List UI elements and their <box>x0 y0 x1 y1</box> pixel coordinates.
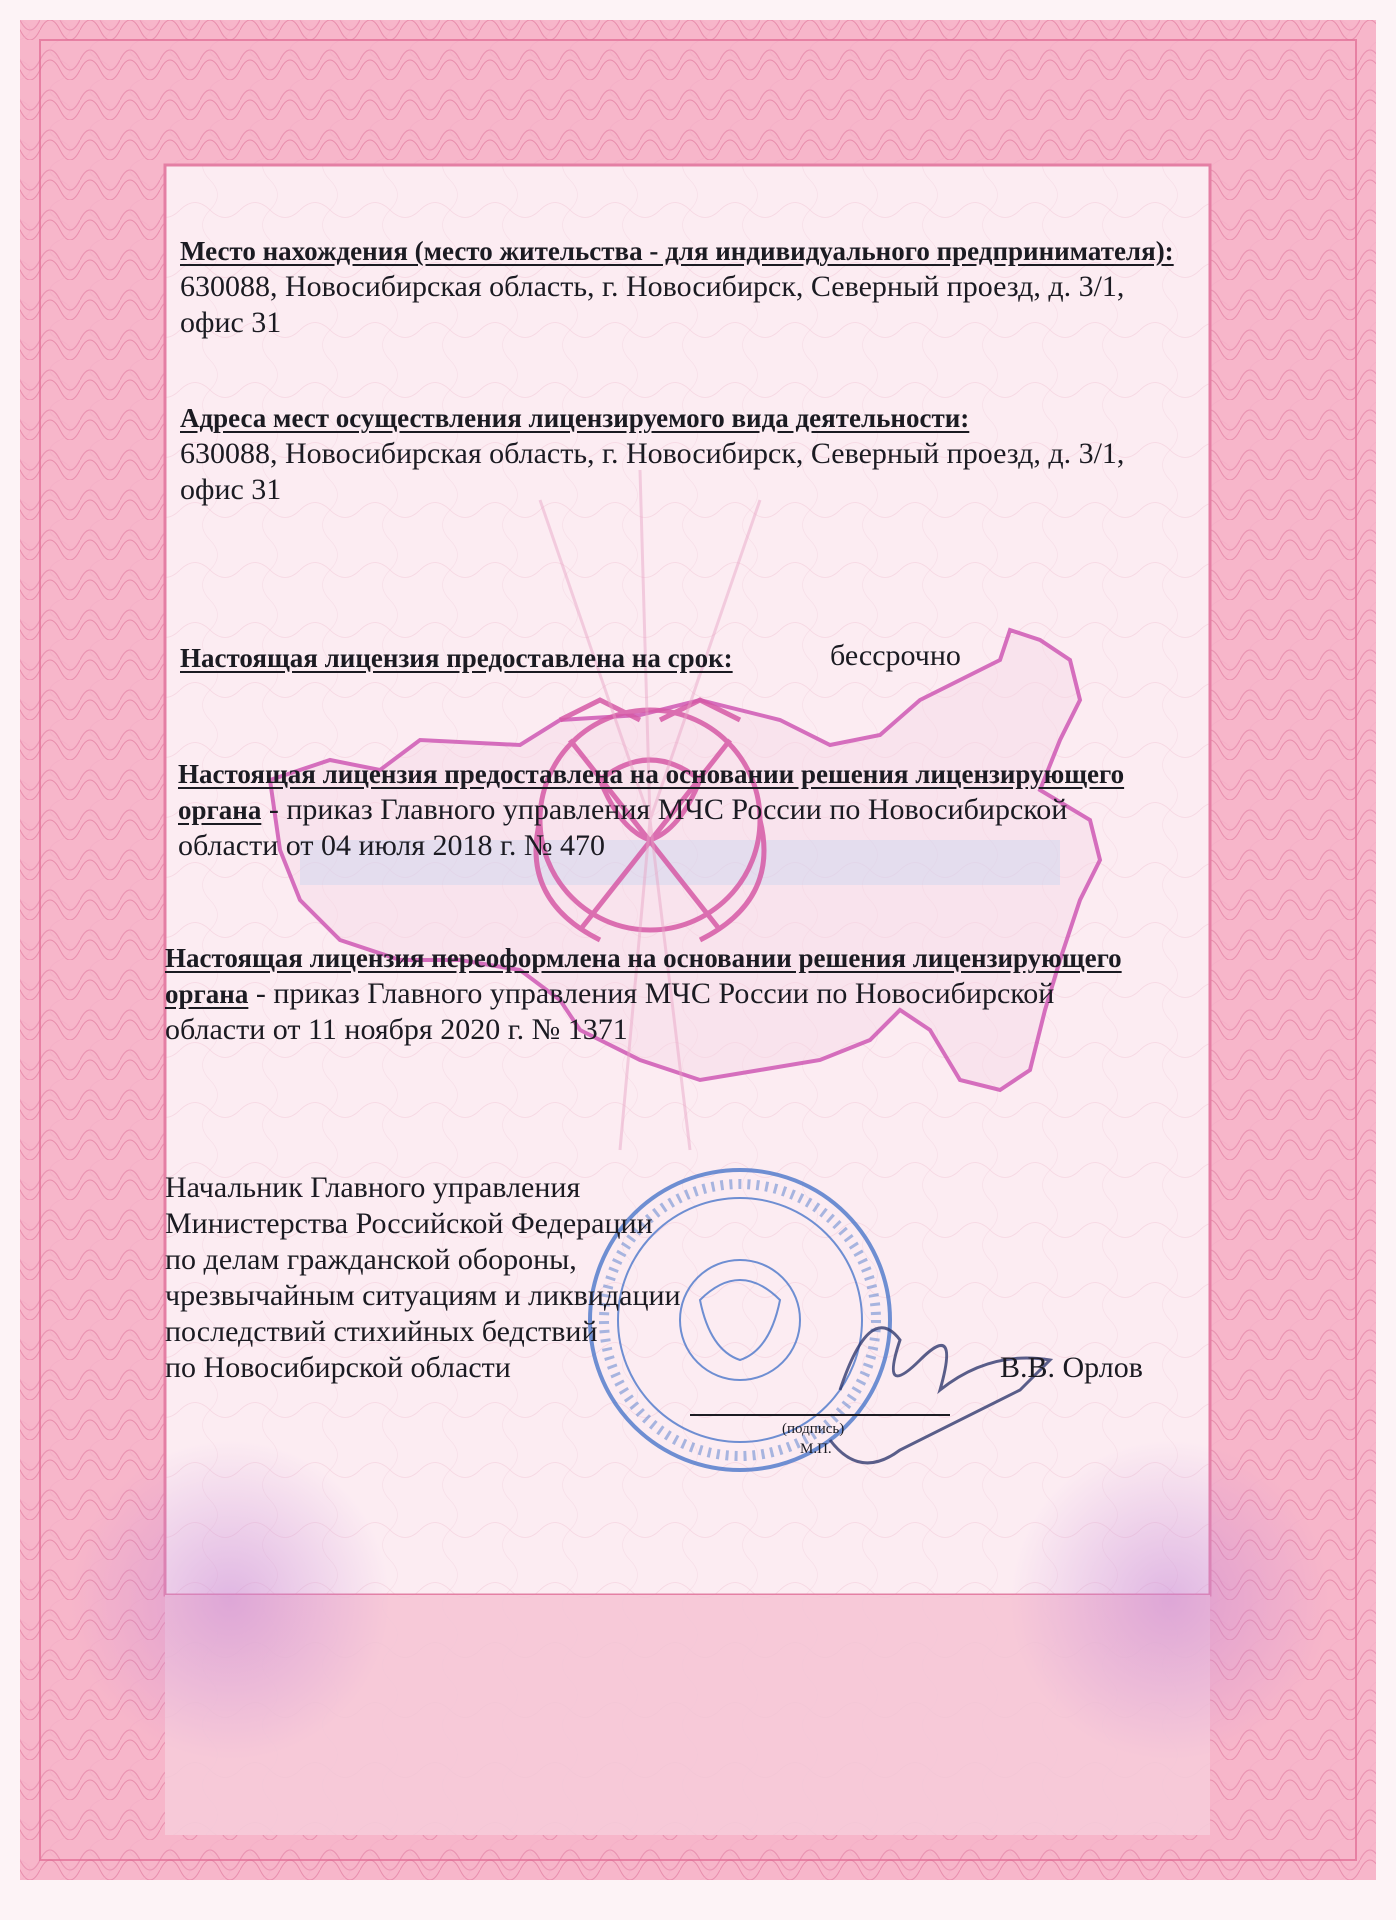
address-line-1: 630088, Новосибирская область, г. Новосибирск, Северный проезд, д. 3/1, <box>180 270 1125 303</box>
reissued-heading-2: органа <box>165 979 249 1009</box>
granted-order-text: - приказ Главного управления МЧС России по Новосибирской <box>261 793 1068 826</box>
signatory-line-1: Начальник Главного управления <box>165 1171 581 1204</box>
reissued-heading: Настоящая лицензия переоформлена на основании решения лицензирующего <box>165 943 1122 973</box>
granted-heading-2: органа <box>178 795 262 825</box>
reissued-order-text: - приказ Главного управления МЧС России по Новосибирской <box>248 977 1055 1010</box>
signatory-block <box>165 1170 765 1386</box>
signatory-line-3: по делам гражданской обороны, <box>165 1243 577 1276</box>
term-heading: Настоящая лицензия предоставлена на срок: <box>180 643 733 673</box>
term-heading-wrap <box>180 640 733 676</box>
seal-caption: М.П. <box>800 1441 832 1457</box>
activity-address-line-1: 630088, Новосибирская область, г. Новосибирск, Северный проезд, д. 3/1, <box>180 437 1125 470</box>
address-section <box>180 233 1220 341</box>
reissued-order-date: области от 11 ноября 2020 г. № 1371 <box>165 1013 628 1046</box>
activity-address-section <box>180 400 1220 508</box>
signature-caption: (подпись) <box>782 1421 845 1437</box>
signatory-line-2: Министерства Российской Федерации <box>165 1207 653 1240</box>
granted-heading: Настоящая лицензия предоставлена на основании решения лицензирующего <box>178 759 1125 789</box>
address-line-2: офис 31 <box>180 306 282 339</box>
granted-order-date: области от 04 июля 2018 г. № 470 <box>178 829 606 862</box>
granted-section <box>178 756 1218 864</box>
signatory-line-4: чрезвычайным ситуациям и ликвидации <box>165 1279 681 1312</box>
signatory-line-6: по Новосибирской области <box>165 1351 511 1384</box>
term-value: бессрочно <box>830 639 961 672</box>
activity-address-line-2: офис 31 <box>180 473 282 506</box>
signatory-name: В.В. Орлов <box>1000 1351 1143 1384</box>
reissued-section <box>165 940 1210 1048</box>
activity-address-heading: Адреса мест осуществления лицензируемого вида деятельности: <box>180 403 970 433</box>
signatory-line-5: последствий стихийных бедствий <box>165 1315 598 1348</box>
address-heading: Место нахождения (место жительства - для индивидуального предпринимателя): <box>180 236 1174 266</box>
